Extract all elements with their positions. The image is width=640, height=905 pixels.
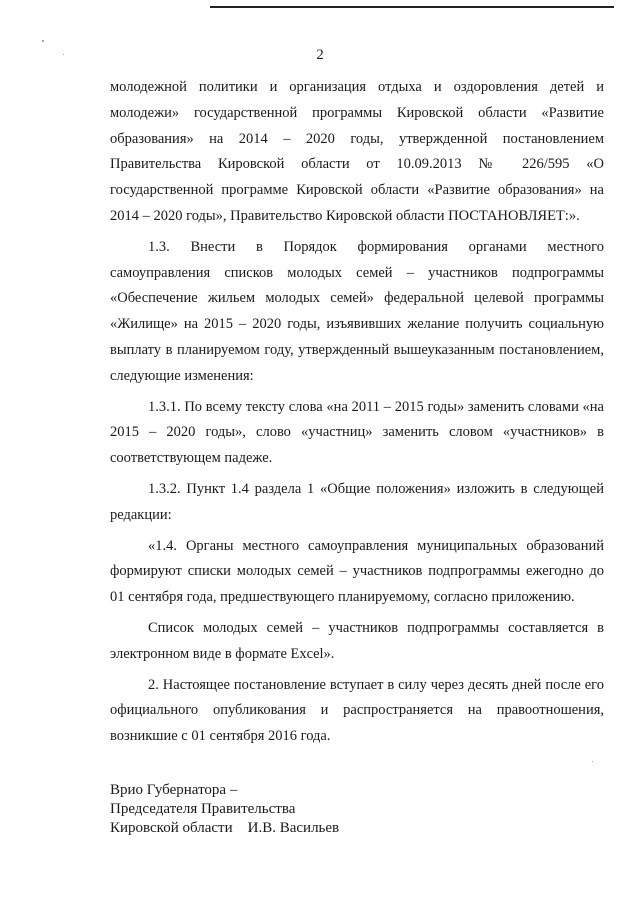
- paragraph-1-3: 1.3. Внести в Порядок формирования органами местного самоуправления списков молодых семей – участников подпрограммы «Обеспечение жильем молодых семей» федеральной целевой программы «Жилище» на 2015 – 2020 годы, изъявивших желание получить социальную выплату в планируемом году, утвержденный вышеуказанным постановлением, следующие изменения:: [110, 238, 604, 384]
- signature-name-line: Кировской области И.В. Васильев: [110, 820, 340, 836]
- scan-speck: [592, 761, 593, 762]
- paragraph-2: 2. Настоящее постановление вступает в силу через десять дней после его официального опубликования и распространяется на правоотношения, возникшие с 01 сентября 2016 года.: [110, 676, 604, 745]
- paragraph-list-excel: Список молодых семей – участников подпрограммы составляется в электронном виде в формате Excel».: [110, 619, 604, 662]
- paragraph-1-3-1: 1.3.1. По всему тексту слова «на 2011 – 2015 годы» заменить словами «на 2015 – 2020 годы», слово «участниц» заменить словом «участников» в соответствующем падеже.: [110, 398, 604, 467]
- scan-speck: [42, 40, 44, 42]
- paragraph-intro: молодежной политики и организация отдыха и оздоровления детей и молодежи» государственной программы Кировской области «Развитие образования» на 2014 – 2020 годы, утвержденной постановлением Правительства Кировской области от 10.09.2013 № 226/595 «О государственной программе Кировской области «Развитие образования» на 2014 – 2020 годы», Правительство Кировской области ПОСТАНОВЛЯЕТ:».: [110, 79, 604, 224]
- paragraph-quote-1-4: «1.4. Органы местного самоуправления муниципальных образований формируют списки молодых семей – участников подпрограммы ежегодно до 01 сентября года, предшествующего планируемому, согласно приложению.: [110, 537, 604, 606]
- signature-title-line-2: Председателя Правительства: [110, 801, 296, 817]
- signature-block: [110, 781, 339, 838]
- top-rule: [210, 6, 614, 8]
- signature-title-line-1: Врио Губернатора –: [110, 782, 238, 798]
- paragraph-1-3-2: 1.3.2. Пункт 1.4 раздела 1 «Общие положения» изложить в следующей редакции:: [110, 480, 604, 523]
- page-number: 2: [316, 47, 324, 63]
- document-body: [110, 75, 604, 755]
